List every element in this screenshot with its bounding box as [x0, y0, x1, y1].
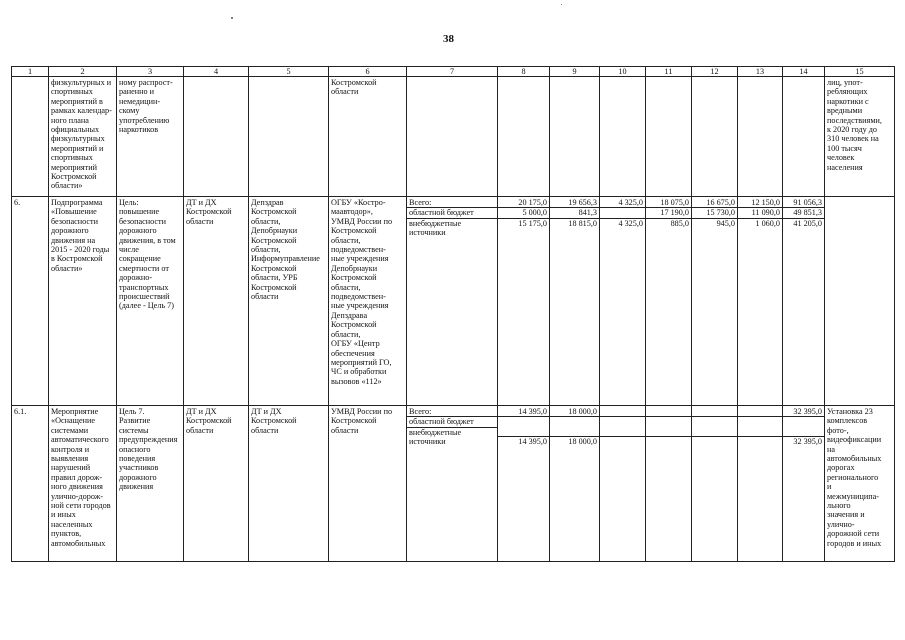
- value-budget: 49 851,3: [783, 208, 824, 218]
- value-total: 18 075,0: [646, 198, 691, 208]
- funding-source-cell: [407, 406, 498, 562]
- value-budget: [692, 417, 737, 437]
- header-cell: 2: [49, 67, 117, 77]
- value-budget: 841,3: [550, 208, 599, 218]
- value-cell: [738, 406, 783, 562]
- co-executor-cell: ДТ и ДХ Костромской области: [249, 406, 329, 562]
- value-cell: [783, 77, 825, 197]
- header-cell: 14: [783, 67, 825, 77]
- value-cell: [692, 77, 738, 197]
- value-extra: 885,0: [670, 218, 689, 228]
- value-cell: [498, 406, 550, 562]
- header-cell: 7: [407, 67, 498, 77]
- header-cell: 8: [498, 67, 550, 77]
- funding-extra-label: внебюджетные источники: [409, 218, 462, 238]
- value-budget: 5 000,0: [498, 208, 549, 218]
- funding-source-cell: [407, 77, 498, 197]
- value-budget: 11 090,0: [738, 208, 782, 218]
- header-cell: 12: [692, 67, 738, 77]
- value-total: 20 175,0: [498, 198, 549, 208]
- value-cell: [738, 197, 783, 406]
- value-budget: 15 730,0: [692, 208, 737, 218]
- value-extra: [646, 437, 691, 446]
- event-name-cell: физкультурных и спортивных мероприятий в рамках календар- ного плана официальных физкультурных мероприятий и спортивных мероприятий Костромской области»: [49, 77, 117, 197]
- program-table: [11, 66, 895, 562]
- funding-total-label: Всего:: [407, 407, 497, 417]
- value-cell: [738, 77, 783, 197]
- header-cell: 3: [117, 67, 184, 77]
- value-total: [738, 407, 782, 417]
- value-total: 19 656,3: [550, 198, 599, 208]
- header-cell: 6: [329, 67, 407, 77]
- value-extra: 15 175,0: [518, 218, 547, 228]
- value-cell: [600, 197, 646, 406]
- value-budget: [646, 417, 691, 437]
- funding-extra-label: внебюджетные источники: [409, 427, 462, 447]
- value-total: 16 675,0: [692, 198, 737, 208]
- value-budget: [550, 417, 599, 437]
- responsible-cell: [184, 77, 249, 197]
- header-cell: 1: [12, 67, 49, 77]
- scan-speck: [561, 4, 562, 5]
- value-extra: [600, 437, 645, 446]
- value-extra: 14 395,0: [518, 437, 547, 447]
- value-extra: 32 395,0: [793, 437, 822, 447]
- header-cell: 10: [600, 67, 646, 77]
- page-number: 38: [443, 33, 454, 45]
- funding-budget-label: областной бюджет: [407, 208, 497, 218]
- indicator-cell: Установка 23 комплексов фото-, видеофиксации на автомобильных дорогах регионального и межмуниципа- льного значения и улично- дорожной сети городов и иных: [825, 406, 895, 562]
- scan-speck: [231, 17, 233, 19]
- value-total: 32 395,0: [783, 407, 824, 417]
- table-row: [12, 406, 895, 562]
- row-number-cell: 6.: [12, 197, 49, 406]
- indicator-cell: лиц, упот- ребляющих наркотики с вредными последствиями, к 2020 году до 310 человек на 100 тысяч человек населения: [825, 77, 895, 197]
- header-cell: 11: [646, 67, 692, 77]
- value-total: [692, 407, 737, 417]
- co-executor-cell: [249, 77, 329, 197]
- value-budget: [600, 417, 645, 437]
- value-extra: 41 205,0: [793, 218, 822, 228]
- responsible-cell: ДТ и ДХ Костромской области: [184, 197, 249, 406]
- header-cell: 13: [738, 67, 783, 77]
- value-cell: [550, 406, 600, 562]
- value-budget: [738, 417, 782, 437]
- value-extra: 18 815,0: [568, 218, 597, 228]
- goal-cell: ному распрост- раненно и немедицин- скому употреблению наркотиков: [117, 77, 184, 197]
- value-cell: [646, 406, 692, 562]
- responsible-cell: ДТ и ДХ Костромской области: [184, 406, 249, 562]
- table-row: [12, 197, 895, 406]
- value-budget: [600, 208, 645, 218]
- value-cell: [550, 77, 600, 197]
- value-cell: [646, 77, 692, 197]
- event-name-cell: Мероприятие «Оснащение системами автоматического контроля и выявления нарушений правил дорож- ного движения улично-дорож- ной сети городов и иных населенных пунктов, автомобильных: [49, 406, 117, 562]
- value-extra: 1 060,0: [755, 218, 780, 228]
- value-total: 14 395,0: [498, 407, 549, 417]
- value-cell: [498, 197, 550, 406]
- participant-cell: Костромской области: [329, 77, 407, 197]
- value-cell: [600, 406, 646, 562]
- value-total: [646, 407, 691, 417]
- event-name-cell: Подпрограмма «Повышение безопасности дорожного движения на 2015 - 2020 годы в Костромской области»: [49, 197, 117, 406]
- goal-cell: Цель: повышение безопасности дорожного движения, в том числе сокращение смертности от дорожно- транспортных происшествий (далее - Цель 7): [117, 197, 184, 406]
- funding-source-cell: [407, 197, 498, 406]
- value-extra: 18 000,0: [568, 437, 597, 447]
- goal-cell: Цель 7. Развитие системы предупреждения опасного поведения участников дорожного движения: [117, 406, 184, 562]
- header-cell: 4: [184, 67, 249, 77]
- value-total: 18 000,0: [550, 407, 599, 417]
- value-cell: [498, 77, 550, 197]
- indicator-cell: [825, 197, 895, 406]
- value-budget: 17 190,0: [646, 208, 691, 218]
- value-extra: 945,0: [716, 218, 735, 228]
- value-extra: 4 325,0: [618, 218, 643, 228]
- value-extra: [692, 437, 737, 446]
- participant-cell: УМВД России по Костромской области: [329, 406, 407, 562]
- funding-total-label: Всего:: [407, 198, 497, 208]
- value-total: 4 325,0: [600, 198, 645, 208]
- row-number-cell: 6.1.: [12, 406, 49, 562]
- header-cell: 15: [825, 67, 895, 77]
- value-cell: [692, 406, 738, 562]
- value-budget: [498, 417, 549, 437]
- value-cell: [550, 197, 600, 406]
- value-cell: [692, 197, 738, 406]
- value-budget: [783, 417, 824, 437]
- participant-cell: ОГБУ «Костро- маавтодор», УМВД России по Костромской области, подведомствен- ные учреждения Депобрнауки Костромской области, подведомствен- ные учреждения Депздрава Костромской области, ОГБУ «Центр обеспечения мероприятий ГО, ЧС и обработки вызовов «112»: [329, 197, 407, 406]
- value-total: 12 150,0: [738, 198, 782, 208]
- value-extra: [738, 437, 782, 446]
- funding-budget-label: областной бюджет: [407, 417, 497, 427]
- header-cell: 9: [550, 67, 600, 77]
- value-cell: [600, 77, 646, 197]
- value-cell: [783, 197, 825, 406]
- value-cell: [646, 197, 692, 406]
- value-total: 91 056,3: [783, 198, 824, 208]
- table-row: [12, 77, 895, 197]
- header-cell: 5: [249, 67, 329, 77]
- column-number-row: [12, 67, 895, 77]
- row-number-cell: [12, 77, 49, 197]
- co-executor-cell: Депздрав Костромской области, Депобрнауки Костромской области, Информуправление Костромской области, УРБ Костромской области: [249, 197, 329, 406]
- value-cell: [783, 406, 825, 562]
- value-total: [600, 407, 645, 417]
